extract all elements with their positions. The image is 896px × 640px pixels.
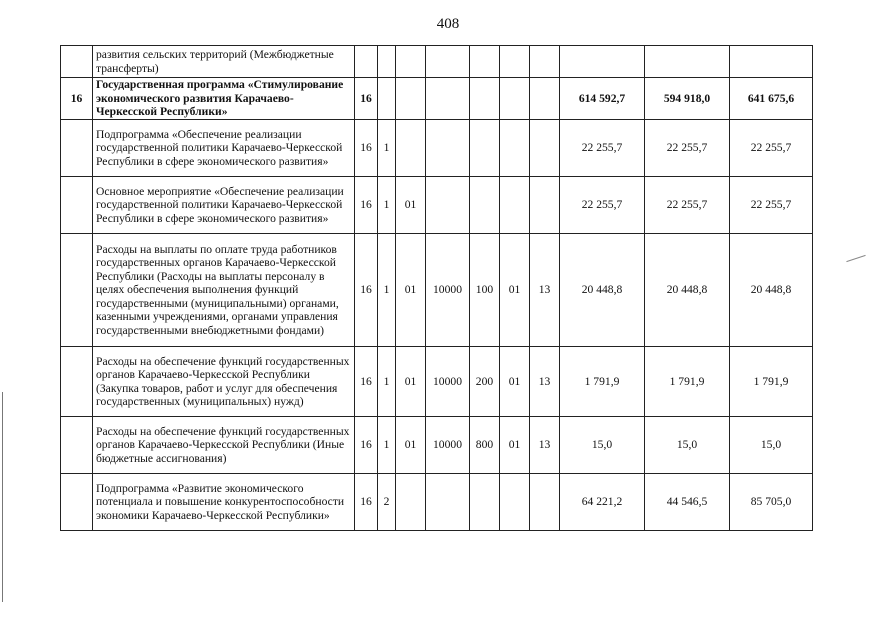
amount-year-2: 594 918,0 [645,78,730,120]
code-subsection [530,46,560,78]
code-expense-type: 200 [470,347,500,417]
code-section: 01 [500,234,530,347]
table-row [61,417,813,474]
row-number [61,46,93,78]
code-expense-type: 800 [470,417,500,474]
scan-stray-mark [846,255,865,262]
amount-year-3: 22 255,7 [730,120,813,177]
code-subprogram: 1 [378,347,396,417]
page-number: 408 [436,16,460,32]
amount-year-2 [645,46,730,78]
amount-year-2: 44 546,5 [645,474,730,531]
amount-year-2: 20 448,8 [645,234,730,347]
code-direction: 10000 [426,347,470,417]
amount-year-1: 15,0 [560,417,645,474]
code-ministry: 16 [355,347,378,417]
table-row [61,46,813,78]
code-subsection: 13 [530,417,560,474]
row-name: Расходы на обеспечение функций государственных органов Карачаево-Черкесской Республики (Закупка товаров, работ и услуг для обеспечения государственных (муниципальных) нужд) [93,347,355,417]
code-subprogram: 1 [378,177,396,234]
code-section: 01 [500,417,530,474]
code-direction [426,46,470,78]
code-ministry: 16 [355,417,378,474]
code-direction [426,120,470,177]
code-ministry: 16 [355,120,378,177]
amount-year-1: 22 255,7 [560,177,645,234]
code-direction [426,177,470,234]
amount-year-3: 1 791,9 [730,347,813,417]
code-direction [426,78,470,120]
code-subprogram [378,46,396,78]
code-subsection [530,120,560,177]
table-row [61,474,813,531]
row-number [61,417,93,474]
code-ministry: 16 [355,474,378,531]
code-activity [396,78,426,120]
code-section [500,474,530,531]
code-subprogram: 1 [378,234,396,347]
code-expense-type [470,46,500,78]
code-ministry: 16 [355,78,378,120]
code-ministry: 16 [355,177,378,234]
amount-year-3: 22 255,7 [730,177,813,234]
amount-year-3: 20 448,8 [730,234,813,347]
row-name: развития сельских территорий (Межбюджетные трансферты) [93,46,355,78]
amount-year-1: 20 448,8 [560,234,645,347]
row-name: Расходы на выплаты по оплате труда работников государственных органов Карачаево-Черкесской Республики (Расходы на выплаты персоналу в целях обеспечения выполнения функций государственными (муниципальными) органами, казенными учреждениями, органами управления государственными внебюджетными фондами) [93,234,355,347]
row-name: Расходы на обеспечение функций государственных органов Карачаево-Черкесской Республики (Иные бюджетные ассигнования) [93,417,355,474]
code-section [500,177,530,234]
code-section: 01 [500,347,530,417]
code-expense-type [470,177,500,234]
code-subprogram: 1 [378,417,396,474]
row-name: Основное мероприятие «Обеспечение реализации государственной политики Карачаево-Черкесской Республики в сфере экономического развития» [93,177,355,234]
code-activity [396,120,426,177]
row-number: 16 [61,78,93,120]
code-section [500,120,530,177]
code-activity: 01 [396,347,426,417]
code-activity [396,474,426,531]
code-subprogram: 2 [378,474,396,531]
code-activity [396,46,426,78]
amount-year-2: 1 791,9 [645,347,730,417]
code-direction: 10000 [426,234,470,347]
row-name: Государственная программа «Стимулирование экономического развития Карачаево-Черкесской Республики» [93,78,355,120]
table-row [61,347,813,417]
budget-table [60,45,813,531]
row-name: Подпрограмма «Обеспечение реализации государственной политики Карачаево-Черкесской Республики в сфере экономического развития» [93,120,355,177]
code-activity: 01 [396,417,426,474]
table-row [61,234,813,347]
amount-year-1 [560,46,645,78]
code-section [500,46,530,78]
code-ministry: 16 [355,234,378,347]
amount-year-1: 22 255,7 [560,120,645,177]
table-row [61,78,813,120]
code-section [500,78,530,120]
code-activity: 01 [396,177,426,234]
code-subsection [530,78,560,120]
row-number [61,474,93,531]
row-number [61,234,93,347]
amount-year-1: 1 791,9 [560,347,645,417]
code-ministry [355,46,378,78]
amount-year-2: 22 255,7 [645,177,730,234]
amount-year-1: 614 592,7 [560,78,645,120]
code-expense-type [470,474,500,531]
amount-year-3: 85 705,0 [730,474,813,531]
amount-year-3: 15,0 [730,417,813,474]
table-row [61,120,813,177]
code-direction [426,474,470,531]
code-subprogram [378,78,396,120]
code-subsection: 13 [530,347,560,417]
row-number [61,347,93,417]
code-expense-type [470,120,500,177]
code-subsection: 13 [530,234,560,347]
code-expense-type: 100 [470,234,500,347]
amount-year-3 [730,46,813,78]
code-activity: 01 [396,234,426,347]
scan-margin-line [2,392,3,602]
row-number [61,177,93,234]
row-number [61,120,93,177]
amount-year-1: 64 221,2 [560,474,645,531]
code-subsection [530,177,560,234]
amount-year-2: 15,0 [645,417,730,474]
code-subsection [530,474,560,531]
table-row [61,177,813,234]
amount-year-2: 22 255,7 [645,120,730,177]
code-expense-type [470,78,500,120]
code-direction: 10000 [426,417,470,474]
amount-year-3: 641 675,6 [730,78,813,120]
row-name: Подпрограмма «Развитие экономического потенциала и повышение конкурентоспособности экономики Карачаево-Черкесской Республики» [93,474,355,531]
code-subprogram: 1 [378,120,396,177]
